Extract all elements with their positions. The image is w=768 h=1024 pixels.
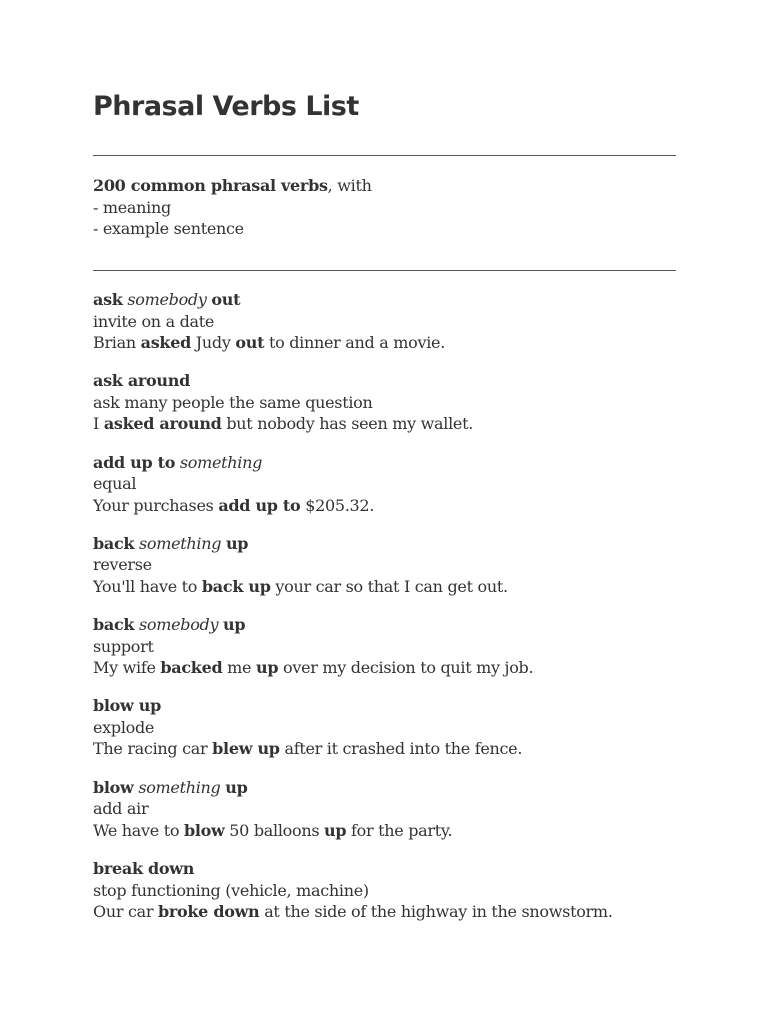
entry-headword: [93, 289, 613, 311]
intro-item-example: - example sentence: [93, 219, 244, 238]
text-run: We have to: [93, 820, 184, 840]
entry-meaning: reverse: [93, 555, 152, 575]
text-run: over my decision to quit my job.: [278, 658, 534, 678]
entry-headword: [93, 777, 613, 799]
divider: [93, 155, 676, 156]
bold-text: up: [225, 777, 248, 797]
entry-headword: [93, 370, 613, 392]
intro-lead-bold: 200 common phrasal verbs: [93, 176, 328, 195]
bold-text: ask around: [93, 371, 190, 391]
phrasal-verb-entry: [93, 614, 613, 679]
text-run: The racing car: [93, 739, 213, 759]
text-run: I: [93, 414, 104, 434]
bold-text: break down: [93, 859, 195, 879]
text-run: My wife: [93, 658, 161, 678]
entry-meaning: ask many people the same question: [93, 392, 373, 412]
bold-text: up: [255, 658, 279, 678]
phrasal-verb-entry: [93, 858, 613, 923]
bold-text: back: [93, 615, 135, 635]
text-run: Your purchases: [93, 495, 219, 515]
italic-text: somebody: [138, 615, 219, 635]
bold-text: asked around: [103, 414, 222, 434]
divider: [93, 270, 676, 271]
italic-text: something: [138, 777, 221, 797]
entry-example: [93, 332, 613, 354]
bold-text: up: [225, 533, 249, 553]
intro-block: [93, 175, 372, 240]
text-run: You'll have to: [93, 576, 202, 596]
entry-meaning: add air: [93, 799, 149, 819]
bold-text: blow: [183, 820, 225, 840]
text-run: Judy: [191, 333, 236, 352]
entry-example: [93, 413, 613, 435]
phrasal-verb-entry: [93, 289, 613, 354]
text-run: for the party.: [346, 820, 453, 840]
bold-text: asked: [140, 333, 191, 352]
entry-example: [93, 901, 613, 923]
entry-headword: [93, 452, 613, 474]
phrasal-verb-entry: [93, 777, 613, 842]
entry-headword: [93, 858, 613, 880]
page-title: Phrasal Verbs List: [93, 91, 359, 122]
entry-example: [93, 820, 613, 842]
italic-text: something: [179, 452, 263, 472]
intro-lead-rest: , with: [327, 176, 372, 195]
phrasal-verb-entry: [93, 452, 613, 517]
phrasal-verb-entry: [93, 695, 613, 760]
entry-headword: [93, 695, 613, 717]
italic-text: somebody: [127, 290, 207, 309]
phrasal-verb-entry: [93, 370, 613, 435]
phrasal-verb-entry: [93, 533, 613, 598]
text-run: me: [222, 658, 256, 678]
entry-headword: [93, 533, 613, 555]
entry-meaning: invite on a date: [93, 311, 215, 331]
entry-meaning: stop functioning (vehicle, machine): [93, 880, 369, 900]
bold-text: blow up: [93, 696, 162, 716]
text-run: to dinner and a movie.: [264, 333, 445, 352]
entry-meaning: equal: [93, 474, 137, 494]
bold-text: ask: [93, 290, 123, 309]
bold-text: blew up: [212, 739, 280, 759]
intro-item-meaning: - meaning: [93, 197, 171, 217]
intro-lead: [93, 175, 372, 197]
bold-text: out: [211, 290, 241, 309]
bold-text: blow: [93, 777, 134, 797]
text-run: but nobody has seen my wallet.: [221, 414, 474, 434]
text-run: $205.32.: [300, 495, 375, 515]
bold-text: backed: [160, 658, 223, 678]
text-run: Our car: [93, 902, 158, 922]
bold-text: back: [93, 533, 135, 553]
entry-example: [93, 576, 613, 598]
text-run: your car so that I can get out.: [270, 576, 508, 596]
entry-example: [93, 495, 613, 517]
bold-text: up: [324, 820, 347, 840]
bold-text: add up to: [218, 495, 301, 515]
italic-text: something: [138, 533, 222, 553]
entry-example: [93, 738, 613, 760]
bold-text: back up: [201, 576, 271, 596]
bold-text: add up to: [93, 452, 176, 472]
phrasal-verb-list: [93, 289, 613, 939]
text-run: Brian: [93, 333, 141, 352]
entry-example: [93, 657, 613, 679]
text-run: after it crashed into the fence.: [279, 739, 523, 759]
entry-meaning: support: [93, 636, 154, 656]
text-run: 50 balloons: [224, 820, 325, 840]
bold-text: out: [235, 333, 265, 352]
text-run: at the side of the highway in the snowstorm.: [259, 902, 613, 922]
entry-meaning: explode: [93, 717, 155, 737]
bold-text: up: [223, 615, 246, 635]
entry-headword: [93, 614, 613, 636]
bold-text: broke down: [158, 902, 260, 922]
